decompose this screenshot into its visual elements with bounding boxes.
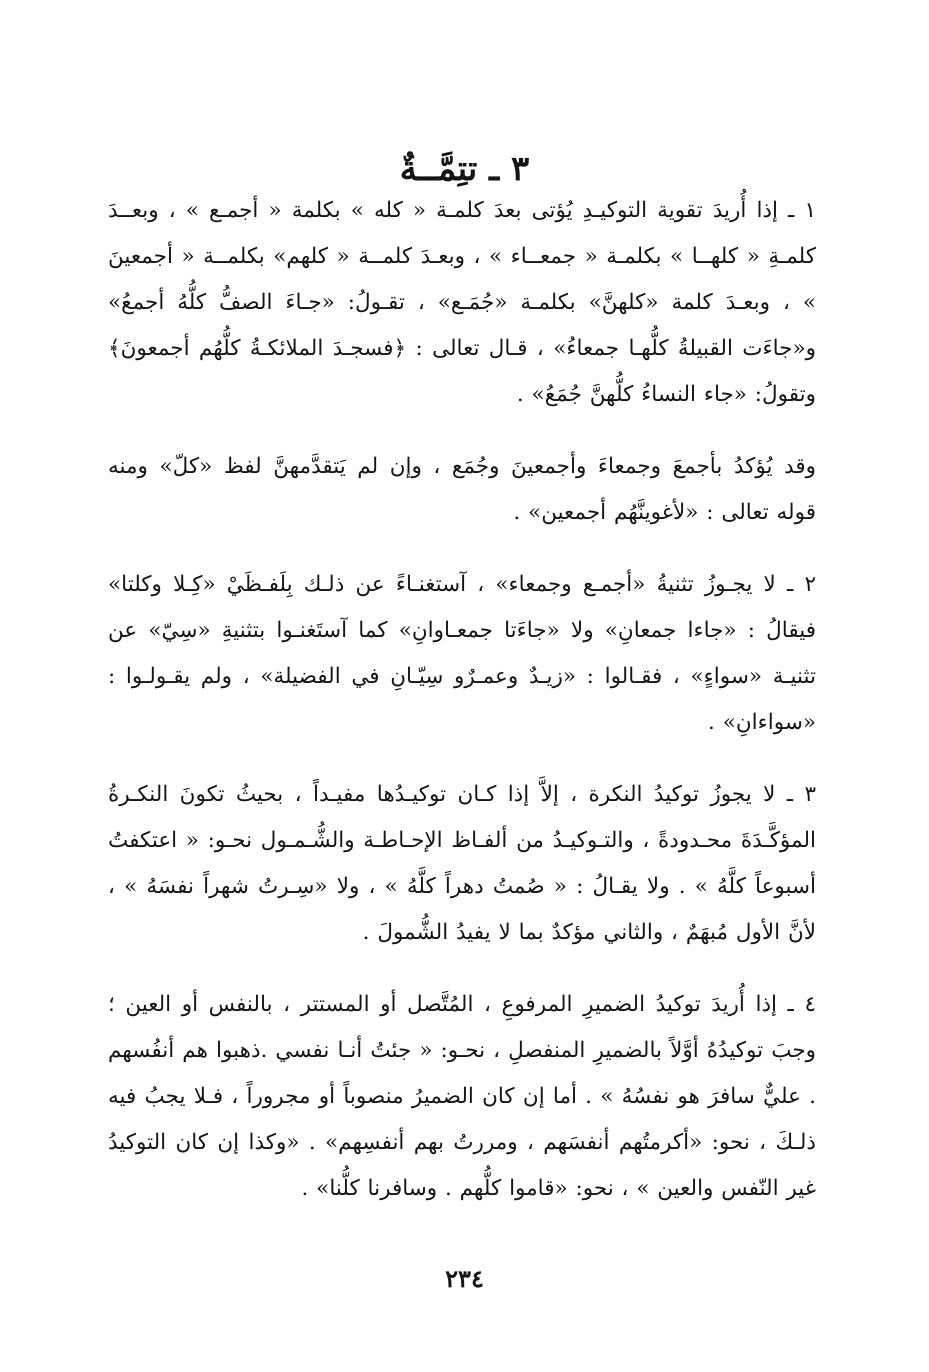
paragraph-1: ١ ـ إذا أُريدَ تقوية التوكيـدِ يُؤتى بعدَ كلمـة « كله » بكلمة « أجمـع » ، وبعــدَ كلمـةِ « كلهــا » بكلمـة « جمعــاء » ، وبعـدَ كلمــة « كلهم» بكلمــة « أجمعينَ » ، وبعـدَ كلمة «كلهنَّ» بكلمـة «جُمَـع» ، تقـولُ: «جـاءَ الصفُّ كلُّهُ أجمعُ» و«جاءَت القبيلةُ كلُّهـا جمعاءُ» ، قـال تعالى : ﴿فسجـدَ الملائكـةُ كلُّهُم أجمعونَ﴾ وتقولُ: «جاء النساءُ كلُّهنَّ جُمَعُ» . <box>108 198 816 407</box>
page-body <box>108 188 816 1212</box>
paragraph-4: ٣ ـ لا يجوزُ توكيدُ النكرة ، إلاَّ إذا كـان توكيـدُها مفيـداً ، بحيثُ تكونَ النكـرةُ المؤكَّـدَةَ محـدودةً ، والتـوكيـدُ من ألفـاظ الإحـاطـة والشُّـمـول نحـو: « اعتكفتُ أسبوعاً كلَّهُ » . ولا يقـالُ : « صُمتُ دهراً كلَّهُ » ، ولا «سِـرتُ شهراً نفسَهُ » ، لأنَّ الأول مُبهَمٌ ، والثاني مؤكدٌ بما لا يفيدُ الشُّمولَ . <box>108 782 816 945</box>
page-number: ٢٣٤ <box>445 1264 484 1293</box>
section-title: ٣ ـ تتِمَّــةٌ <box>399 148 530 189</box>
paragraph-3: ٢ ـ لا يجـوزُ تثنيةُ «أجمـع وجمعاء» ، آستغنـاءً عن ذلـك بِلَفـظَيْ «كِـلا وكلتا» فيقالُ : «جاءا جمعانِ» ولا «جاءَتا جمعـاوانِ» كما آستَغنـوا بتثنيةِ «سِيّ» عن تثنيـة «سواءٍ» ، فقـالوا : «زيـدٌ وعمـرٌو سِيّـانِ في الفضيلة» ، ولم يقـولـوا : «سواءانِ» . <box>108 572 816 735</box>
paragraph-5: ٤ ـ إذا أُريدَ توكيدُ الضميرِ المرفوعِ ، المُتَّصل أو المستتر ، بالنفس أو العين ؛ وجبَ توكيدُهُ أوَّلاً بالضميرِ المنفصلِ ، نحـو: « جئتُ أنـا نفسي .ذهبوا هم أنفُسهم . عليٌّ سافرَ هو نفسُهُ » . أما إن كان الضميرُ منصوباً أو مجروراً ، فـلا يجبُ فيه ذلـكَ ، نحو: «أكرمتُهم أنفسَهم ، ومررتُ بهم أنفسِهم» . «وكذا إن كان التوكيدُ غير النّفس والعين » ، نحو: «قاموا كلُّهم . وسافرنا كلُّنا» . <box>108 992 816 1201</box>
paragraph-2: وقد يُؤكدُ بأجمعَ وجمعاءَ وأجمعينَ وجُمَع ، وإن لم يَتقدَّمهنَّ لفظ «كلّ» ومنه قوله تعالى : «لأغوينَّهُم أجمعين» . <box>108 454 816 525</box>
